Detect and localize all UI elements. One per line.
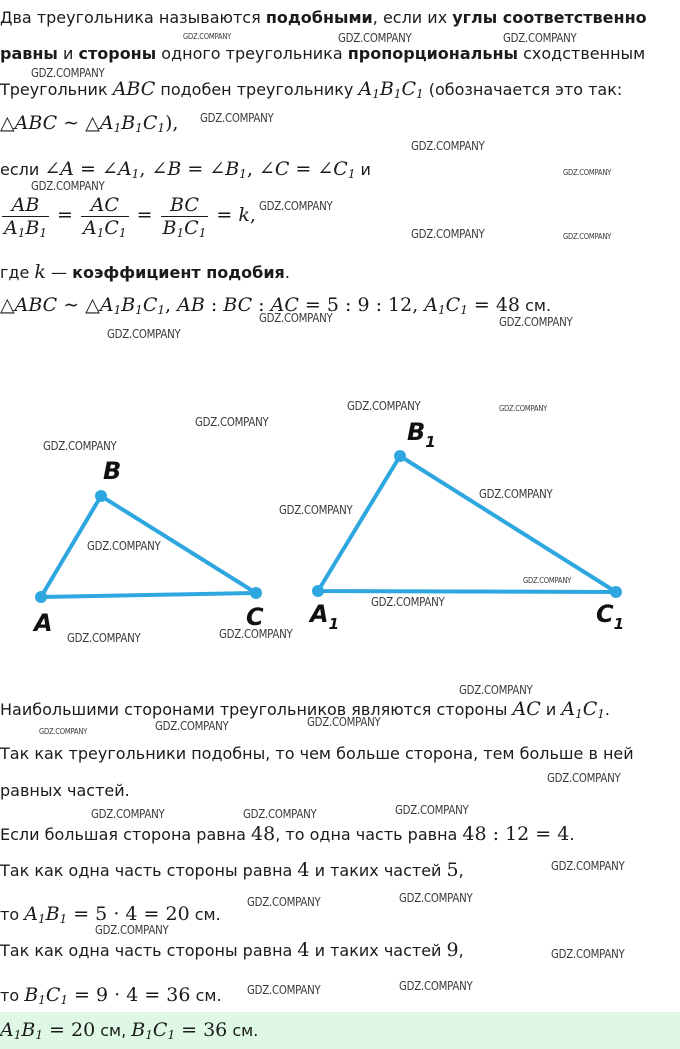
watermark: GDZ.COMPANY — [563, 168, 612, 177]
watermark: GDZ.COMPANY — [219, 627, 293, 641]
watermark: GDZ.COMPANY — [371, 595, 445, 609]
watermark: GDZ.COMPANY — [43, 439, 117, 453]
answer-box — [0, 1012, 680, 1049]
watermark: GDZ.COMPANY — [523, 576, 572, 585]
solution-line-8: то $B_1C_1 = 9 \cdot 4 = 36$ см. — [0, 984, 222, 1007]
watermark: GDZ.COMPANY — [67, 631, 141, 645]
watermark: GDZ.COMPANY — [411, 227, 485, 241]
k-definition: где k — коэффициент подобия. — [0, 261, 290, 283]
definition-line-2: равны и стороны одного треугольника пропорциональны сходственным — [0, 44, 646, 63]
watermark: GDZ.COMPANY — [200, 111, 274, 125]
watermark: GDZ.COMPANY — [411, 139, 485, 153]
watermark: GDZ.COMPANY — [259, 199, 333, 213]
solution-line-7: Так как одна часть стороны равна 4 и таких частей 9, — [0, 939, 464, 961]
watermark: GDZ.COMPANY — [459, 683, 533, 697]
solution-line-5: Так как одна часть стороны равна 4 и таких частей 5, — [0, 859, 464, 881]
label-a: A — [34, 609, 53, 637]
label-b1: $B_1$ — [407, 418, 436, 451]
solution-line-4: Если большая сторона равна 48, то одна часть равна 48 : 12 = 4. — [0, 823, 575, 845]
label-a1: $A_1$ — [310, 600, 340, 633]
watermark: GDZ.COMPANY — [39, 727, 88, 736]
watermark: GDZ.COMPANY — [551, 947, 625, 961]
watermark: GDZ.COMPANY — [243, 807, 317, 821]
definition-line-3: Треугольник ABC подобен треугольнику $A_1B_1C_1$ (обозначается это так: — [0, 78, 623, 101]
similarity-notation: △ABC ∼ $\triangle A_1B_1C_1$), — [0, 112, 179, 135]
watermark: GDZ.COMPANY — [399, 891, 473, 905]
watermark: GDZ.COMPANY — [259, 311, 333, 325]
watermark: GDZ.COMPANY — [551, 859, 625, 873]
answer-text: $A_1B_1 = 20$ см, $B_1C_1 = 36$ см. — [0, 1019, 259, 1042]
watermark: GDZ.COMPANY — [338, 31, 412, 45]
watermark: GDZ.COMPANY — [95, 923, 169, 937]
ratio-equation: $\frac{AB}{A_1B_1}$ = $\frac{AC}{A_1C_1}$ = $\frac{BC}{B_1C_1}$ = k, — [4, 194, 256, 240]
watermark: GDZ.COMPANY — [91, 807, 165, 821]
solution-line-6: то $A_1B_1 = 5 \cdot 4 = 20$ см. — [0, 903, 221, 926]
vertex-b1 — [394, 450, 406, 462]
problem-condition: △ABC ∼ $\triangle A_1B_1C_1$, AB : BC : AC = 5 : 9 : 12, $A_1C_1 = 48$ см. — [0, 294, 552, 317]
solution-line-3: равных частей. — [0, 781, 130, 800]
watermark: GDZ.COMPANY — [247, 895, 321, 909]
watermark: GDZ.COMPANY — [499, 315, 573, 329]
solution-line-2: Так как треугольники подобны, то чем больше сторона, тем больше в ней — [0, 744, 634, 763]
solution-line-1: Наибольшими сторонами треугольников являются стороны AC и $A_1C_1$. — [0, 698, 611, 721]
vertex-b — [95, 490, 107, 502]
vertex-a1 — [312, 585, 324, 597]
watermark: GDZ.COMPANY — [87, 539, 161, 553]
triangle-a1b1c1 — [318, 456, 616, 592]
label-c: C — [246, 603, 264, 631]
watermark: GDZ.COMPANY — [107, 327, 181, 341]
watermark: GDZ.COMPANY — [307, 715, 381, 729]
label-b: B — [103, 457, 122, 485]
angles-condition: если ∠A = $\angle A_1$, ∠B = $\angle B_1$, ∠C = $\angle C_1$ и — [0, 158, 371, 181]
watermark: GDZ.COMPANY — [347, 399, 421, 413]
watermark: GDZ.COMPANY — [31, 66, 105, 80]
watermark: GDZ.COMPANY — [31, 179, 105, 193]
watermark: GDZ.COMPANY — [395, 803, 469, 817]
watermark: GDZ.COMPANY — [247, 983, 321, 997]
watermark: GDZ.COMPANY — [563, 232, 612, 241]
vertex-c1 — [610, 586, 622, 598]
vertex-c — [250, 587, 262, 599]
vertex-a — [35, 591, 47, 603]
watermark: GDZ.COMPANY — [479, 487, 553, 501]
watermark: GDZ.COMPANY — [279, 503, 353, 517]
watermark: GDZ.COMPANY — [499, 404, 548, 413]
watermark: GDZ.COMPANY — [183, 32, 232, 41]
watermark: GDZ.COMPANY — [547, 771, 621, 785]
watermark: GDZ.COMPANY — [503, 31, 577, 45]
watermark: GDZ.COMPANY — [155, 719, 229, 733]
definition-line-1: Два треугольника называются подобными, если их углы соответственно — [0, 8, 647, 27]
label-c1: $C_1$ — [596, 600, 625, 633]
watermark: GDZ.COMPANY — [195, 415, 269, 429]
watermark: GDZ.COMPANY — [399, 979, 473, 993]
